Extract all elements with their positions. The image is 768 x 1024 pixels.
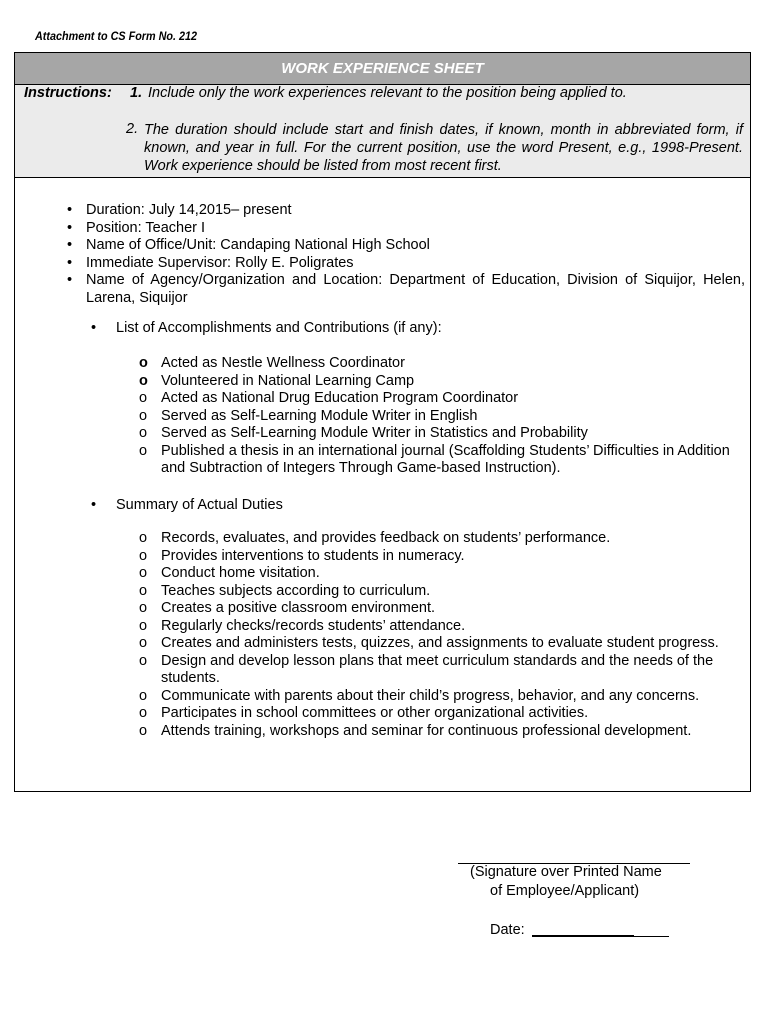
list-item: [139, 425, 749, 443]
list-item: [139, 618, 749, 636]
sub-bullet-icon: o: [139, 617, 148, 634]
list-item: [139, 600, 749, 618]
list-item: [139, 653, 749, 688]
sub-bullet-icon: o: [139, 652, 148, 669]
instructions-box: [15, 85, 750, 178]
sub-bullet-icon: o: [139, 390, 148, 406]
duty-text: Design and develop lesson plans that meet curriculum standards and the needs of the students.: [161, 652, 714, 686]
list-item: [139, 705, 749, 723]
sub-bullet-icon: o: [139, 407, 148, 424]
sub-bullet-icon: o: [139, 355, 148, 371]
duties-list: [139, 530, 749, 740]
date-label: Date:: [490, 922, 525, 938]
duty-text: Communicate with parents about their child’s progress, behavior, and any concerns.: [161, 687, 700, 704]
list-item: [139, 408, 749, 426]
work-experience-sheet: [14, 52, 751, 792]
instruction-text-1: Include only the work experiences relevant to the position being applied to.: [148, 85, 627, 101]
duty-text: Provides interventions to students in numeracy.: [161, 547, 465, 564]
list-item: [139, 390, 749, 408]
sub-bullet-icon: o: [139, 687, 148, 704]
accomplishment-text: Served as Self-Learning Module Writer in English: [161, 407, 478, 424]
accomplishment-text: Published a thesis in an international journal (Scaffolding Students’ Difficulties in Addition and Subtraction of Integers Through Game-based Instruction).: [161, 442, 730, 476]
list-item: [139, 688, 749, 706]
list-item: [139, 635, 749, 653]
duty-text: Participates in school committees or other organizational activities.: [161, 705, 589, 721]
sub-bullet-icon: o: [139, 722, 148, 739]
detail-office: • Name of Office/Unit: Candaping National High School: [67, 237, 745, 255]
duty-text: Attends training, workshops and seminar for continuous professional development.: [161, 722, 692, 739]
duty-text: Teaches subjects according to curriculum.: [161, 582, 431, 599]
sub-bullet-icon: o: [139, 547, 148, 564]
sheet-title: WORK EXPERIENCE SHEET: [15, 53, 750, 85]
duty-text: Conduct home visitation.: [161, 565, 320, 581]
instructions-label: Instructions:: [24, 85, 112, 101]
accomplishment-text: Acted as National Drug Education Program Coordinator: [161, 390, 519, 406]
list-item: [139, 443, 749, 478]
instruction-text-2: The duration should include start and finish dates, if known, month in abbreviated form, if known, and year in full. For the current position, use the word Present, e.g., 1998-Present. Work experience should be listed from most recent first.: [144, 122, 743, 174]
sub-bullet-icon: o: [139, 530, 148, 546]
accomplishments-heading-text: List of Accomplishments and Contributions (if any):: [116, 320, 442, 336]
instruction-number-2: 2.: [126, 121, 139, 137]
sub-bullet-icon: o: [139, 442, 148, 459]
sub-bullet-icon: o: [139, 635, 148, 651]
sub-bullet-icon: o: [139, 600, 148, 616]
list-item: [139, 548, 749, 566]
signature-caption-line2: of Employee/Applicant): [490, 883, 640, 899]
detail-supervisor: • Immediate Supervisor: Rolly E. Poligrates: [67, 255, 745, 273]
accomplishment-text: Volunteered in National Learning Camp: [161, 372, 415, 389]
date-underline: [532, 935, 634, 937]
accomplishment-text: Served as Self-Learning Module Writer in Statistics and Probability: [161, 425, 588, 441]
list-item: [139, 583, 749, 601]
sub-bullet-icon: o: [139, 372, 148, 389]
detail-duration: • Duration: July 14,2015– present: [67, 202, 745, 220]
attachment-label: Attachment to CS Form No. 212: [35, 29, 198, 43]
date-field[interactable]: [532, 936, 669, 937]
duty-text: Records, evaluates, and provides feedback on students’ performance.: [161, 530, 611, 546]
sub-bullet-icon: o: [139, 565, 148, 581]
list-item: [139, 565, 749, 583]
accomplishments-list: [139, 355, 749, 478]
instruction-number-1: 1.: [130, 85, 143, 101]
bullet-icon: •: [91, 320, 97, 336]
sub-bullet-icon: o: [139, 425, 148, 441]
bullet-icon: •: [91, 497, 97, 513]
position-details: [67, 202, 745, 307]
list-item: [139, 723, 749, 741]
duties-heading-text: Summary of Actual Duties: [116, 497, 283, 513]
sub-bullet-icon: o: [139, 705, 148, 721]
duty-text: Creates and administers tests, quizzes, and assignments to evaluate student progress.: [161, 635, 719, 651]
list-item: [139, 355, 749, 373]
sub-bullet-icon: o: [139, 582, 148, 599]
detail-position: • Position: Teacher I: [67, 220, 745, 238]
list-item: [139, 373, 749, 391]
duty-text: Creates a positive classroom environment.: [161, 600, 436, 616]
list-item: [139, 530, 749, 548]
detail-agency: • Name of Agency/Organization and Location: Department of Education, Division of Siquijor, Helen, Larena, Siquijor: [67, 272, 745, 307]
signature-caption-line1: (Signature over Printed Name: [470, 864, 662, 880]
duty-text: Regularly checks/records students’ attendance.: [161, 617, 466, 634]
accomplishment-text: Acted as Nestle Wellness Coordinator: [161, 355, 405, 371]
